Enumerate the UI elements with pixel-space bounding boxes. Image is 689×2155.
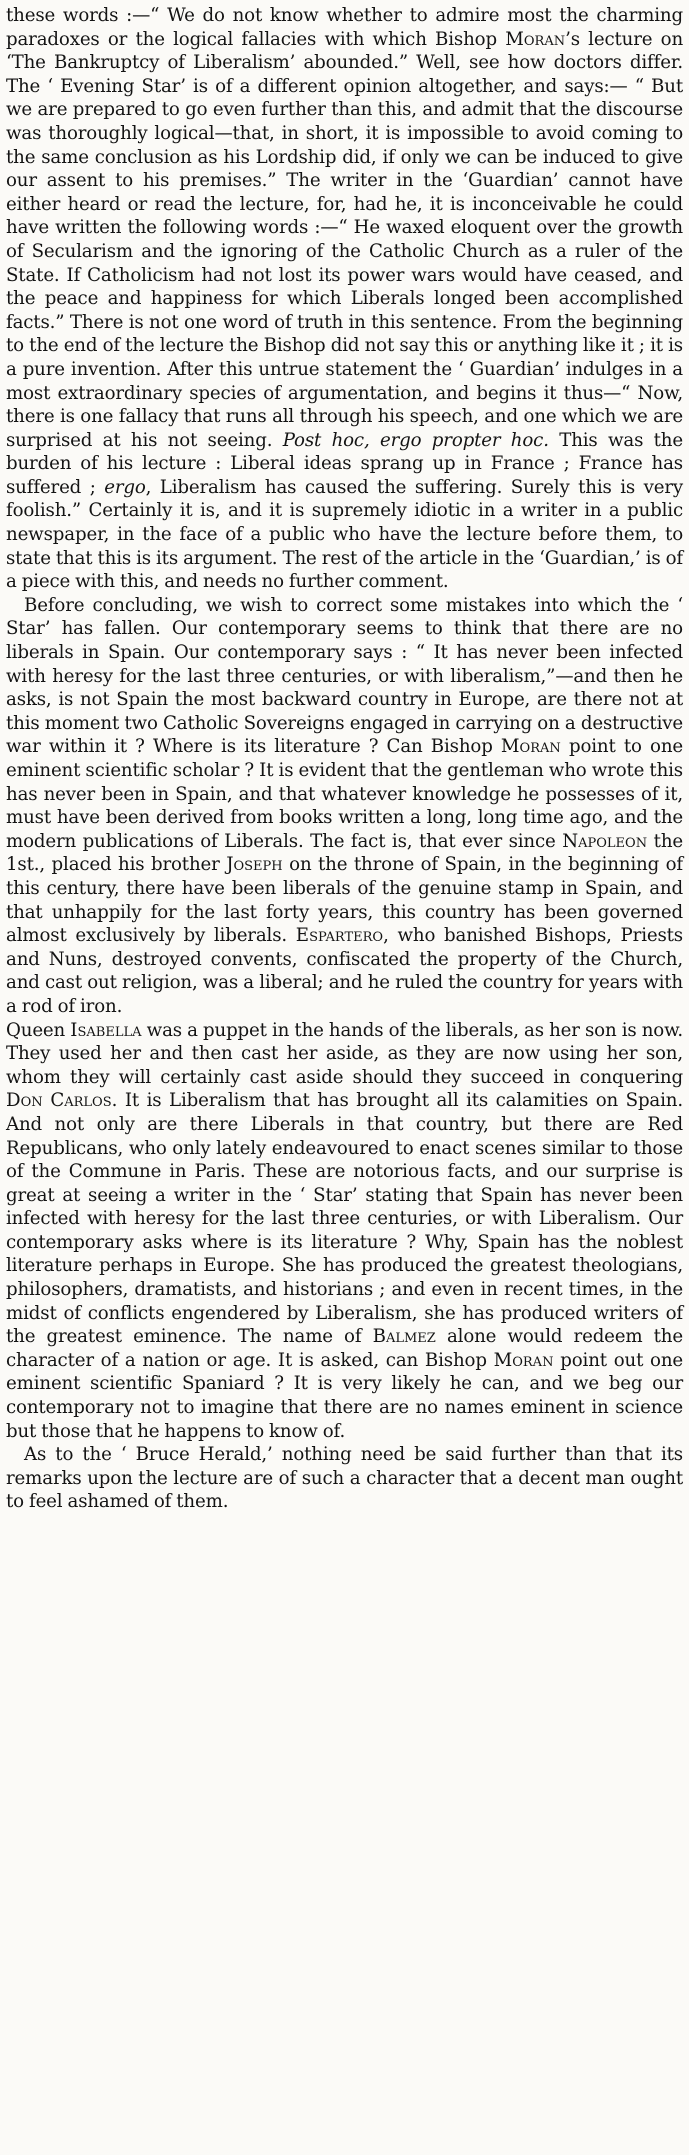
proper-name: Don Carlos xyxy=(6,1090,112,1112)
text-run: point out one eminent scientific Spaniard ? It is very likely he can, and we beg our contemporary not to imagine that there are no names eminent in science but those that he happens to know of. xyxy=(6,1349,684,1442)
proper-name: Moran xyxy=(500,736,561,758)
proper-name: Joseph xyxy=(226,854,283,876)
text-run: ’s lecture on ‘The Bankruptcy of Liberalism’ abounded.” Well, see how doctors differ. The ‘ Evening Star’ is of a different opinion altogether, and says:— “ But we are prepared to go even further than this, and admit that the discourse was thoroughly logical—that, in short, it is impossible to avoid coming to the same conclusion as his Lordship did, if only we can be induced to give our assent to his premises.” The writer in the ‘Guardian’ cannot have either heard or read the lecture, for, had he, it is inconceivable he could have written the following words :—“ He waxed eloquent over the growth of Secularism and the ignoring of the Catholic Church as a ruler of the State. If Catholicism had not lost its power wars would have ceased, and the peace and happiness for which Liberals longed been accomplished facts.” There is not one word of truth in this sentence. From the beginning to the end of the lecture the Bishop did not say this or anything like it ; it is a pure invention. After this untrue statement the ‘ Guardian’ indulges in a most extraordinary species of argumentation, and begins it thus—“ Now, there is one fallacy that runs all through his speech, and one which we are surprised at his not seeing. xyxy=(6,28,684,451)
text-run: point to one eminent scientific scholar ? It is evident that the gentleman who wrote this has never been in Spain, and that whatever knowledge he possesses of it, must have been derived from books written a long, long time ago, and the modern publications of Liberals. The fact is, that ever since xyxy=(6,736,684,852)
italic-phrase: Post hoc, ergo propter hoc. xyxy=(282,429,549,451)
proper-name: Napoleon xyxy=(562,830,648,852)
proper-name: Balmez xyxy=(372,1326,436,1348)
text-run: these words :—“ We do not know whether to admire most the charming paradoxes or the logical fallacies with which Bishop xyxy=(6,5,683,50)
text-run: alone would redeem the character of a nation or age. It is asked, can Bishop xyxy=(6,1326,683,1371)
text-run: , Liberalism has caused the suffering. Surely this is very foolish.” Certainly it is, and it is supremely idiotic in a writer in a public newspaper, in the face of a public who have the lecture before them, to state that this is its argument. The rest of the article in the ‘Guardian,’ is of a piece with this, and needs no further comment. xyxy=(6,476,683,593)
text-run: As to the ‘ Bruce Herald,’ nothing need be said further than that its remarks upon the lecture are of such a character that a decent man ought to feel ashamed of them. xyxy=(6,1444,683,1513)
proper-name: Isabella xyxy=(70,1019,142,1041)
text-run: the 1st., placed his brother xyxy=(6,830,683,876)
italic-phrase: ergo xyxy=(104,476,146,498)
proper-name: Moran xyxy=(493,1349,554,1371)
article-paragraph xyxy=(6,1443,683,1514)
article-paragraph xyxy=(6,1019,683,1444)
article-paragraph xyxy=(6,594,683,1019)
article-column xyxy=(6,4,683,1514)
text-run: . It is Liberalism that has brought all its calamities on Spain. And not only are there Liberals in that country, but there are Red Republicans, who only lately endeavoured to enact scenes similar to those of the Commune in Paris. These are notorious facts, and our surprise is great at seeing a writer in the ‘ Star’ stating that Spain has never been infected with heresy for the last three centuries, or with Liberalism. Our contemporary asks where is its literature ? Why, Spain has the noblest literature perhaps in Europe. She has produced the greatest theologians, philosophers, dramatists, and historians ; and even in recent times, in the midst of conflicts engendered by Liberalism, she has produced writers of the greatest eminence. The name of xyxy=(6,1090,683,1348)
proper-name: Espartero xyxy=(295,925,384,947)
text-run: on the throne of Spain, in the beginning of this century, there have been liberals of the genuine stamp in Spain, and that unhappily for the last forty years, this country has been governed almost exclusively by liberals. xyxy=(6,854,683,947)
text-run: , who banished Bishops, Priests and Nuns, destroyed convents, confiscated the property of the Church, and cast out religion, was a liberal; and he ruled the country for years with a rod of iron. xyxy=(6,925,683,1017)
text-run: was a puppet in the hands of the liberals, as her son is now. They used her and then cast her aside, as they are now using her son, whom they will certainly cast aside should they succeed in conquering xyxy=(6,1019,683,1088)
text-run: Before concluding, we wish to correct some mistakes into which the ‘ Star’ has fallen. Our contemporary seems to think that there are no liberals in Spain. Our contemporary says : “ It has never been infected with heresy for the last three centuries, or with liberalism,”—and then he asks, is not Spain the most backward country in Europe, are there not at this moment two Catholic Sovereigns engaged in carrying on a destructive war within it ? Where is its literature ? Can Bishop xyxy=(6,594,683,758)
proper-name: Moran xyxy=(505,28,566,50)
text-run: This was the burden of his lecture : Liberal ideas sprang up in France ; France has suffered ; xyxy=(6,429,683,498)
article-paragraph xyxy=(6,4,683,594)
text-run: Queen xyxy=(6,1019,71,1041)
